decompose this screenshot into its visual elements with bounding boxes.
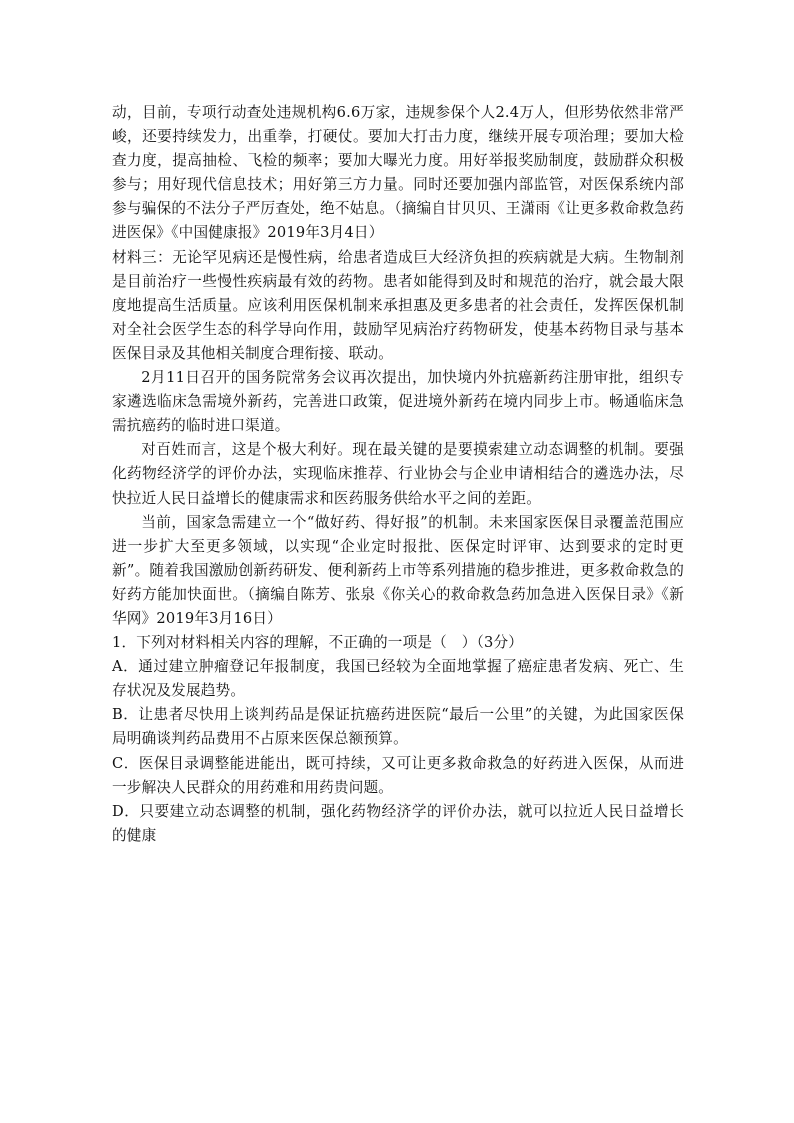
question-1-option-b: B．让患者尽快用上谈判药品是保证抗癌药进医院“最后一公里”的关键，为此国家医保局明确谈判药品费用不占原来医保总额预算。 [112, 706, 684, 748]
paragraph-good-drug-mechanism: 当前，国家急需建立一个“做好药、得好报”的机制。未来国家医保目录覆盖范围应进一步扩大至更多领域，以实现“企业定时报批、医保定时评审、达到要求的定时更新”。随着我国激励创新药研发、便利新药上市等系列措施的稳步推进，更多救命救急的好药方能加快面世。（摘编自陈芳、张泉《你关心的救命救急药加急进入医保目录》《新华网》2019年3月16日） [112, 513, 684, 627]
question-1-option-c: C．医保目录调整能进能出，既可持续，又可让更多救命救急的好药进入医保，从而进一步解决人民群众的用药难和用药贵问题。 [112, 754, 684, 796]
paragraph-material-three: 材料三：无论罕见病还是慢性病，给患者造成巨大经济负担的疾病就是大病。生物制剂是目前治疗一些慢性疾病最有效的药物。患者如能得到及时和规范的治疗，就会最大限度地提高生活质量。应该利用医保机制来承担惠及更多患者的社会责任，发挥医保机制对全社会医学生态的科学导向作用，鼓励罕见病治疗药物研发，使基本药物目录与基本医保目录及其他相关制度合理衔接、联动。 [112, 248, 684, 362]
question-1-stem: 1．下列对材料相关内容的理解，不正确的一项是（ ）（3分） [112, 634, 524, 652]
question-1-option-a: A．通过建立肿瘤登记年报制度，我国已经较为全面地掌握了癌症患者发病、死亡、生存状况及发展趋势。 [112, 658, 684, 700]
question-1-option-d: D．只要建立动态调整的机制，强化药物经济学的评价办法，就可以拉近人民日益增长的健康 [112, 802, 684, 844]
paragraph-continued-material-two: 动，目前，专项行动查处违规机构6.6万家，违规参保个人2.4万人，但形势依然非常严峻，还要持续发力，出重拳，打硬仗。要加大打击力度，继续开展专项治理；要加大检查力度，提高抽检、飞检的频率；要加大曝光力度。用好举报奖励制度，鼓励群众积极参与；用好现代信息技术；用好第三方力量。同时还要加强内部监管，对医保系统内部参与骗保的不法分子严厉查处，绝不姑息。（摘编自甘贝贝、王潇雨《让更多救命救急药进医保》《中国健康报》2019年3月4日） [112, 104, 684, 242]
document-body [112, 101, 684, 848]
paragraph-dynamic-adjustment: 对百姓而言，这是个极大利好。现在最关键的是要摸索建立动态调整的机制。要强化药物经济学的评价办法，实现临床推荐、行业协会与企业申请相结合的遴选办法，尽快拉近人民日益增长的健康需求和医药服务供给水平之间的差距。 [112, 441, 684, 507]
paragraph-state-council-meeting: 2月11日召开的国务院常务会议再次提出，加快境内外抗癌新药注册审批，组织专家遴选临床急需境外新药，完善进口政策，促进境外新药在境内同步上市。畅通临床急需抗癌药的临时进口渠道。 [112, 369, 684, 435]
